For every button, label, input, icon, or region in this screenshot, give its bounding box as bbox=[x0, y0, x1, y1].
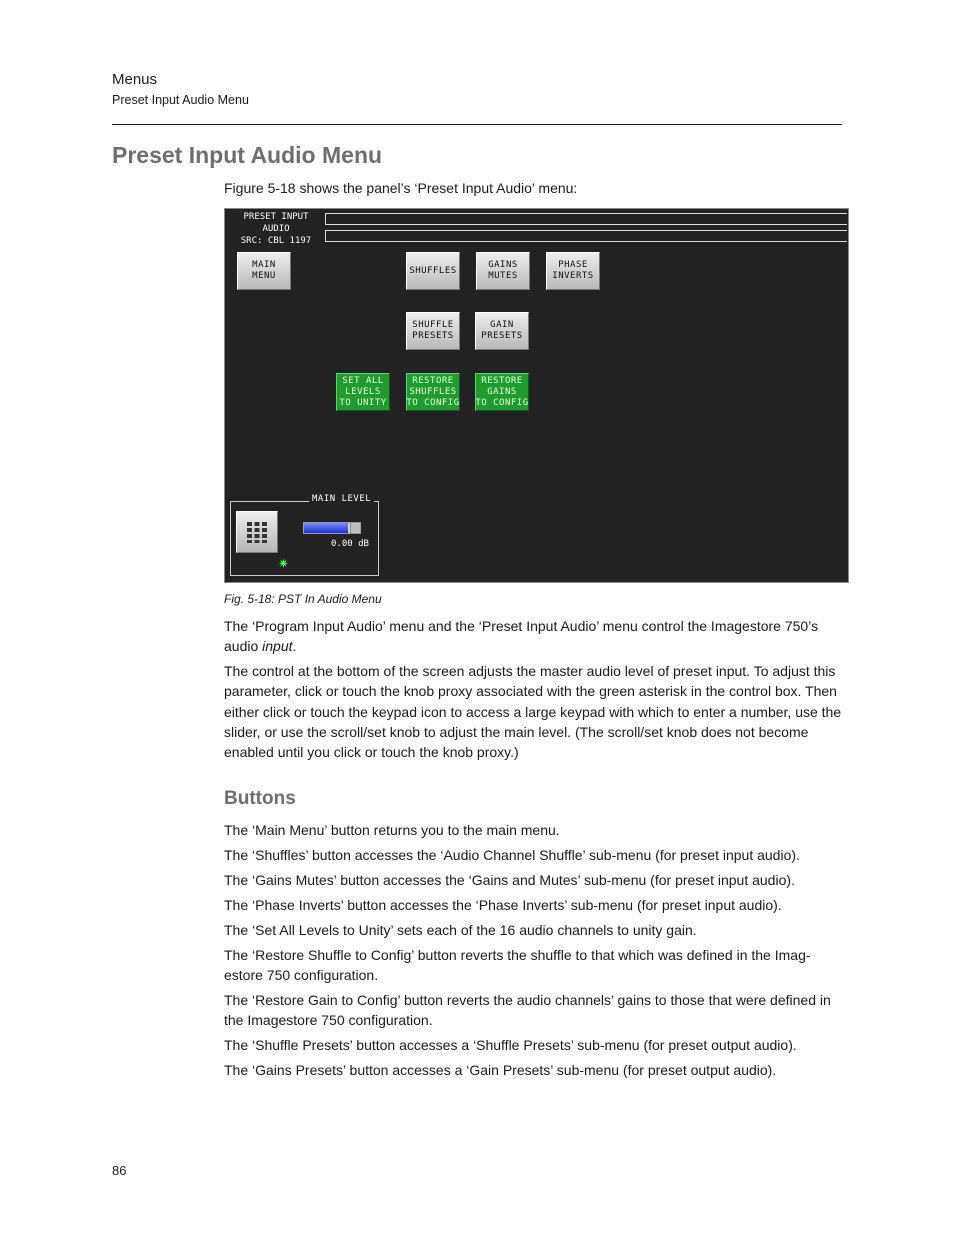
screen-title-line1: PRESET INPUT bbox=[243, 212, 309, 222]
paragraph-2: The control at the bottom of the screen adjusts the master audio level of preset input. To adjust this parameter, click or touch the knob proxy associated with the green asterisk in the control box. Then either click or touch the keypad icon to access a large keypad with which to enter a number, use the slider, or use the scroll/set knob to adjust the main level. (The scroll/set knob does not become enabled until you click or touch the knob proxy.) bbox=[224, 663, 842, 761]
screen-title-line2: AUDIO bbox=[262, 224, 290, 234]
buttons-heading: Buttons bbox=[224, 788, 296, 809]
phase-inverts-button[interactable]: PHASE INVERTS bbox=[546, 252, 600, 290]
main-level-value: 0.00 dB bbox=[331, 539, 369, 549]
intro-text: Figure 5-18 shows the panel’s ‘Preset Input Audio’ menu: bbox=[224, 180, 578, 196]
paragraph-1 bbox=[224, 616, 844, 657]
keypad-icon bbox=[246, 521, 268, 543]
page-title: Preset Input Audio Menu bbox=[112, 142, 383, 168]
knob-proxy-asterisk-icon[interactable]: ✷ bbox=[278, 556, 289, 571]
shuffles-button[interactable]: SHUFFLES bbox=[406, 252, 460, 290]
main-level-slider[interactable] bbox=[303, 522, 361, 534]
main-level-control bbox=[230, 494, 379, 576]
shuffle-presets-button[interactable]: SHUFFLE PRESETS bbox=[406, 312, 460, 350]
page-number: 86 bbox=[112, 1163, 127, 1178]
buttons-item: The ‘Restore Gain to Config’ button reverts the audio channels’ gains to those that were defined in the Imagestore 750 configuration. bbox=[224, 992, 831, 1029]
restore-gains-button[interactable]: RESTORE GAINS TO CONFIG bbox=[475, 373, 529, 411]
paragraph-1-end: . bbox=[292, 638, 297, 655]
header-rule bbox=[112, 124, 842, 125]
screen-title-line3: SRC: CBL 1197 bbox=[240, 236, 312, 246]
restore-shuffles-button[interactable]: RESTORE SHUFFLES TO CONFIG bbox=[406, 373, 460, 411]
buttons-item: The ‘Phase Inverts’ button accesses the ‘Phase Inverts’ sub-menu (for preset input audio). bbox=[224, 897, 782, 913]
main-menu-button[interactable]: MAIN MENU bbox=[237, 252, 291, 290]
keypad-button[interactable] bbox=[236, 511, 278, 553]
paragraph-1-emphasis: input bbox=[262, 638, 293, 655]
buttons-item: The ‘Shuffle Presets’ button accesses a ‘Shuffle Presets’ sub-menu (for preset output audio). bbox=[224, 1037, 797, 1053]
gains-mutes-button[interactable]: GAINS MUTES bbox=[476, 252, 530, 290]
header-subsection: Preset Input Audio Menu bbox=[112, 93, 249, 107]
screen-title bbox=[233, 211, 319, 247]
buttons-item: The ‘Main Menu’ button returns you to the main menu. bbox=[224, 822, 560, 838]
slider-fill bbox=[304, 523, 348, 533]
buttons-item: The ‘Shuffles’ button accesses the ‘Audio Channel Shuffle’ sub-menu (for preset input audio). bbox=[224, 847, 800, 863]
gain-presets-button[interactable]: GAIN PRESETS bbox=[475, 312, 529, 350]
set-all-levels-button[interactable]: SET ALL LEVELS TO UNITY bbox=[336, 373, 390, 411]
figure-caption: Fig. 5-18: PST In Audio Menu bbox=[224, 592, 382, 606]
menu-screenshot bbox=[224, 208, 849, 583]
main-level-label: MAIN LEVEL bbox=[309, 494, 374, 504]
screen-title-rule-top bbox=[325, 213, 847, 225]
buttons-item: The ‘Restore Shuffle to Config’ button reverts the shuffle to that which was defined in the Imag-estore 750 configuration. bbox=[224, 947, 811, 984]
slider-knob[interactable] bbox=[350, 523, 360, 533]
paragraph-1-text: The ‘Program Input Audio’ menu and the ‘Preset Input Audio’ menu control the Imagestore 750’s audio bbox=[224, 618, 819, 655]
buttons-item: The ‘Set All Levels to Unity’ sets each of the 16 audio channels to unity gain. bbox=[224, 922, 697, 938]
screen-title-rule-bottom bbox=[325, 230, 847, 242]
buttons-item: The ‘Gains Presets’ button accesses a ‘Gain Presets’ sub-menu (for preset output audio). bbox=[224, 1062, 777, 1078]
buttons-item: The ‘Gains Mutes’ button accesses the ‘Gains and Mutes’ sub-menu (for preset input audio). bbox=[224, 872, 795, 888]
header-section: Menus bbox=[112, 71, 158, 88]
